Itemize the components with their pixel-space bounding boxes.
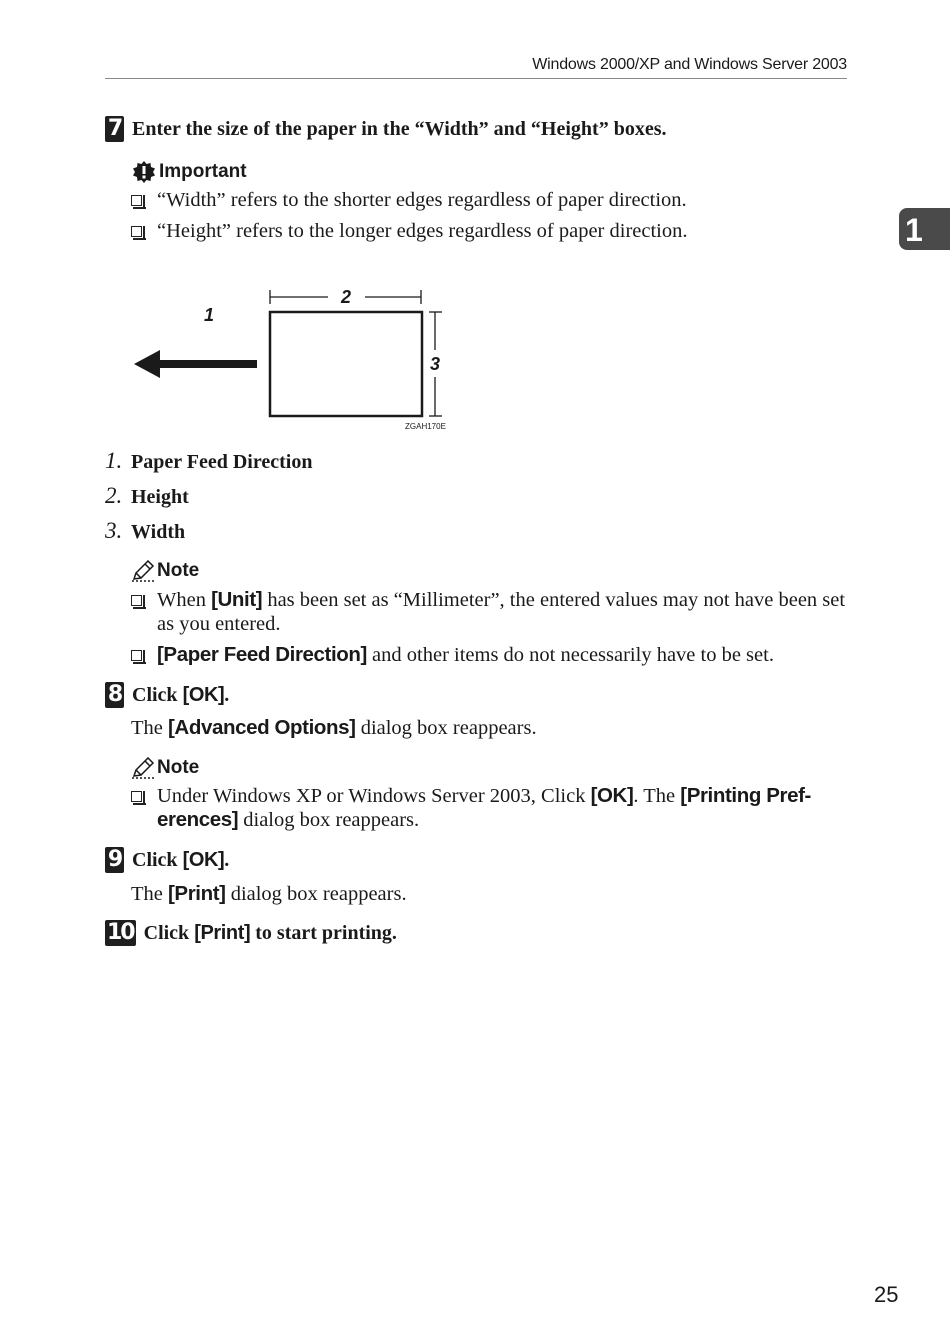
legend-item: 1. Paper Feed Direction [105,448,313,473]
important-bullet-1: “Width” refers to the shorter edges regardless of paper direction. [131,188,847,212]
paper-rectangle [270,312,422,416]
step-7 [105,116,666,142]
legend-item: 2. Height [105,483,189,508]
important-icon [131,160,157,184]
step-number-badge: 10 [107,920,134,945]
important-bullet-2: “Height” refers to the longer edges regardless of paper direction. [131,219,847,243]
checkbox-bullet-icon [131,791,142,802]
step-10: 10 Click [Print] to start printing. [107,920,397,945]
step-number-badge: 8 [105,682,124,708]
ui-term-unit: [Unit] [211,588,263,611]
ui-term-paper-feed-direction: [Paper Feed Direction] [157,643,367,666]
feed-direction-arrow-icon [134,350,257,378]
ui-term-advanced-options: [Advanced Options] [168,716,356,739]
step-7-text: Enter the size of the paper in the “Width” and “Height” boxes. [132,117,667,140]
step-9: 9 Click [OK]. [105,847,229,873]
step-9-result: The [Print] dialog box reappears. [131,882,407,905]
note-callout [131,560,199,582]
note-1-bullet-2: [Paper Feed Direction] and other items do not necessarily have to be set. [131,643,847,667]
ui-term-print: [Print] [194,921,251,944]
checkbox-bullet-icon [131,595,142,606]
page-number: 25 [874,1282,899,1307]
step-number-badge: 9 [105,847,124,873]
figure-label-1: 1 [204,305,215,325]
important-callout [131,160,247,184]
chapter-tab-label: 1 [905,212,923,248]
note-1-bullet-1: When [Unit] has been set as “Millimeter”, the entered values may not have been set as you entered. [131,588,847,636]
figure-code: ZGAH170E [405,422,446,431]
figure-label-2: 2 [341,287,352,307]
paper-size-figure [120,282,460,443]
checkbox-bullet-icon [131,650,142,661]
step-number-badge: 7 [105,116,124,142]
pencil-icon [131,757,155,779]
ui-term-ok: [OK] [590,784,634,807]
ui-term-printing-preferences: [Printing Pref- [680,784,811,807]
running-header [105,54,847,79]
checkbox-bullet-icon [131,226,142,237]
ui-term-print: [Print] [168,882,226,905]
note-label: Note [157,560,200,581]
header-title: Windows 2000/XP and Windows Server 2003 [532,56,847,73]
chapter-tab [899,208,950,250]
checkbox-bullet-icon [131,195,142,206]
pencil-icon [131,560,155,582]
figure-label-3: 3 [430,354,441,374]
note-label: Note [157,757,200,778]
important-label: Important [159,161,247,182]
ui-term-ok: [OK] [182,683,225,706]
step-8-result: The [Advanced Options] dialog box reappears. [131,716,537,739]
legend-item: 3. Width [105,518,186,543]
ui-term-ok: [OK] [182,848,225,871]
paper-diagram [120,282,460,438]
step-8: 8 Click [OK]. [105,682,229,708]
note-2-bullet-1: Under Windows XP or Windows Server 2003, Click [OK]. The [Printing Pref- erences] dialog box reappears. [131,784,847,832]
note-callout [131,757,199,779]
